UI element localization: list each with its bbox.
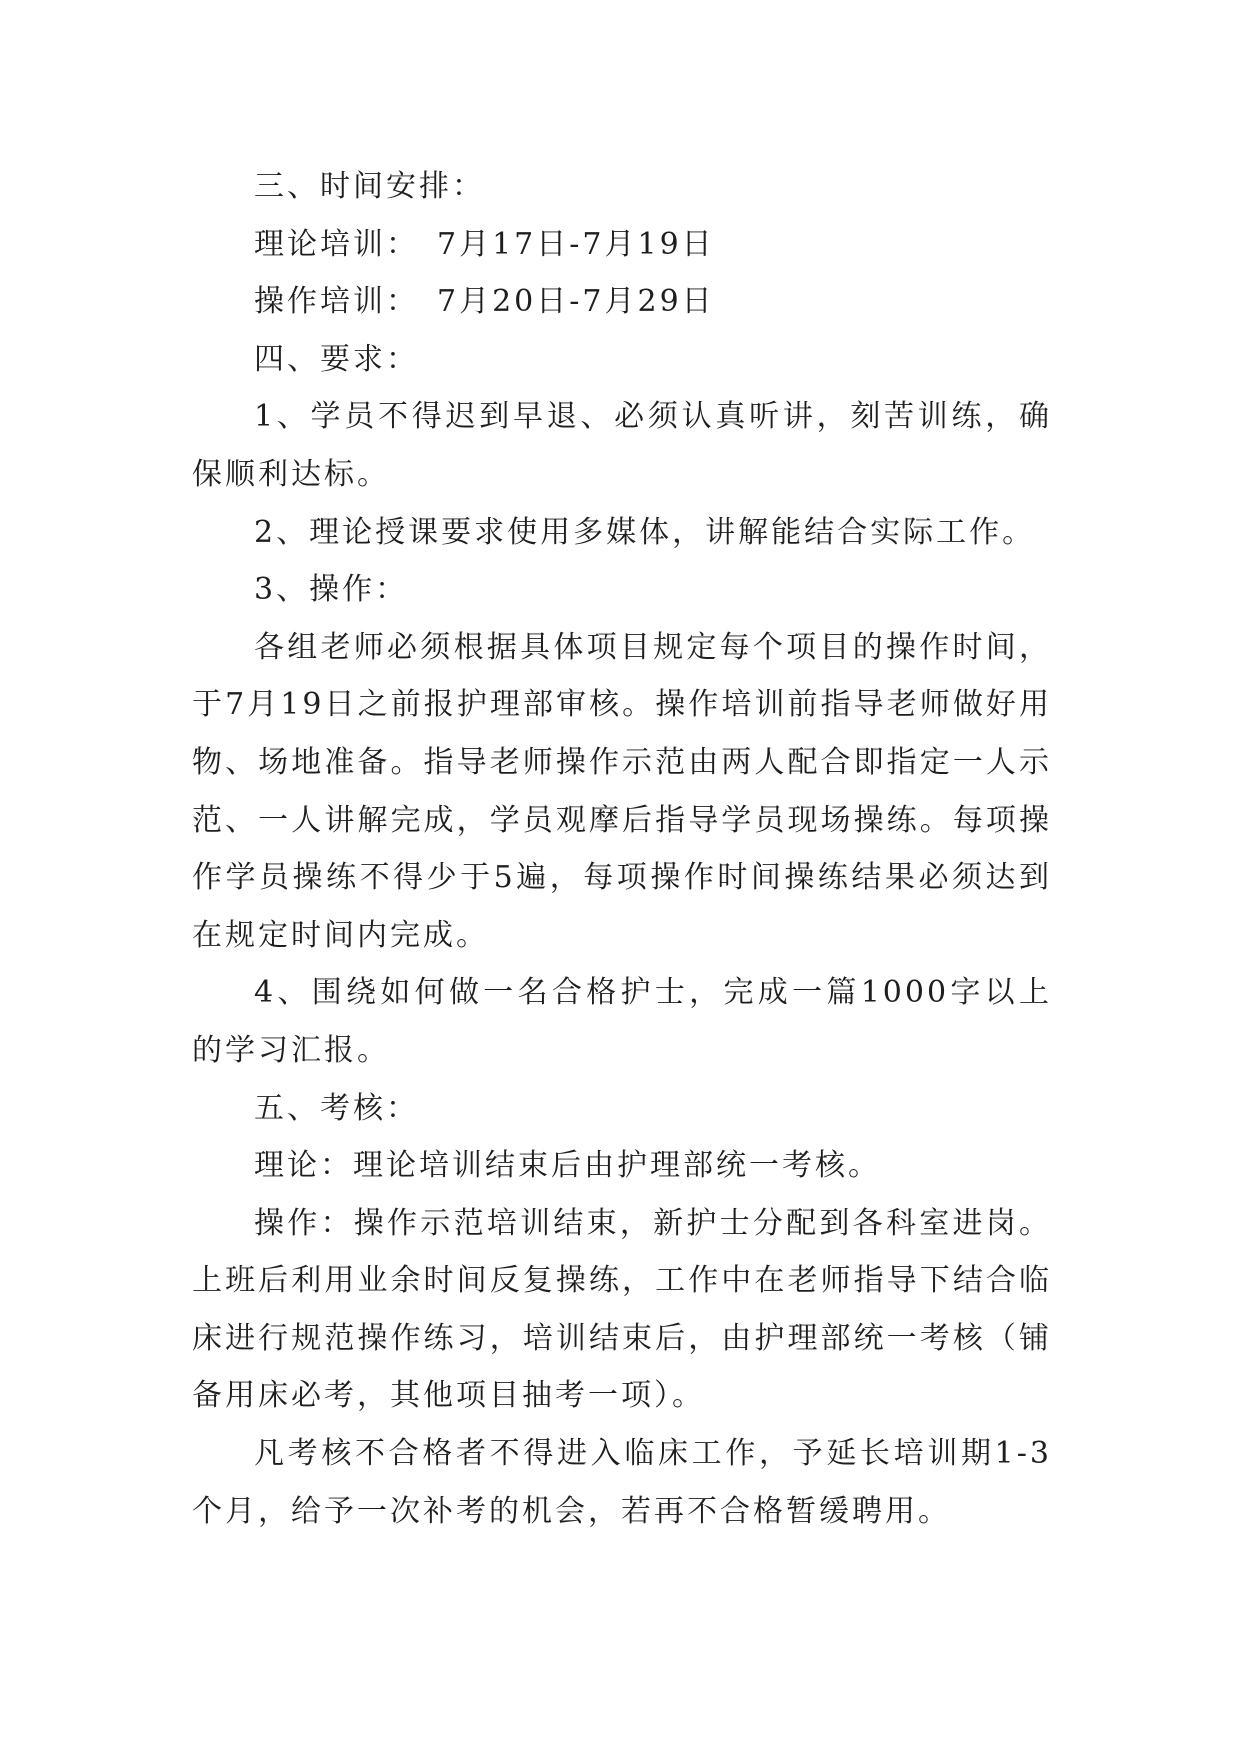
schedule-operation-training: 操作培训： 7月20日-7月29日 — [254, 284, 715, 320]
section-heading-requirements: 四、要求： — [254, 341, 419, 377]
assessment-failure-policy: 凡考核不合格者不得进入临床工作，予延长培训期1-3个月，给予一次补考的机会，若再不合格暂缓聘用。 — [192, 1436, 1052, 1529]
requirement-item-1: 1、学员不得迟到早退、必须认真听讲，刻苦训练，确保顺利达标。 — [192, 399, 1052, 492]
section-heading-assessment: 五、考核： — [254, 1090, 419, 1126]
requirement-item-2: 2、理论授课要求使用多媒体，讲解能结合实际工作。 — [254, 514, 1036, 550]
assessment-theory: 理论：理论培训结束后由护理部统一考核。 — [254, 1148, 881, 1184]
requirement-item-4: 4、围绕如何做一名合格护士，完成一篇1000字以上的学习汇报。 — [192, 975, 1052, 1068]
document-body — [192, 158, 1052, 1540]
requirement-item-3-body: 各组老师必须根据具体项目规定每个项目的操作时间，于7月19日之前报护理部审核。操作培训前指导老师做好用物、场地准备。指导老师操作示范由两人配合即指定一人示范、一人讲解完成，学员观摩后指导学员现场操练。每项操作学员操练不得少于5遍，每项操作时间操练结果必须达到在规定时间内完成。 — [192, 629, 1052, 953]
assessment-operation: 操作：操作示范培训结束，新护士分配到各科室进岗。上班后利用业余时间反复操练，工作中在老师指导下结合临床进行规范操作练习，培训结束后，由护理部统一考核（铺备用床必考，其他项目抽考一项）。 — [192, 1205, 1052, 1414]
section-heading-schedule: 三、时间安排： — [254, 169, 485, 204]
requirement-item-3-heading: 3、操作： — [254, 572, 409, 608]
schedule-theory-training: 理论培训： 7月17日-7月19日 — [254, 226, 715, 262]
